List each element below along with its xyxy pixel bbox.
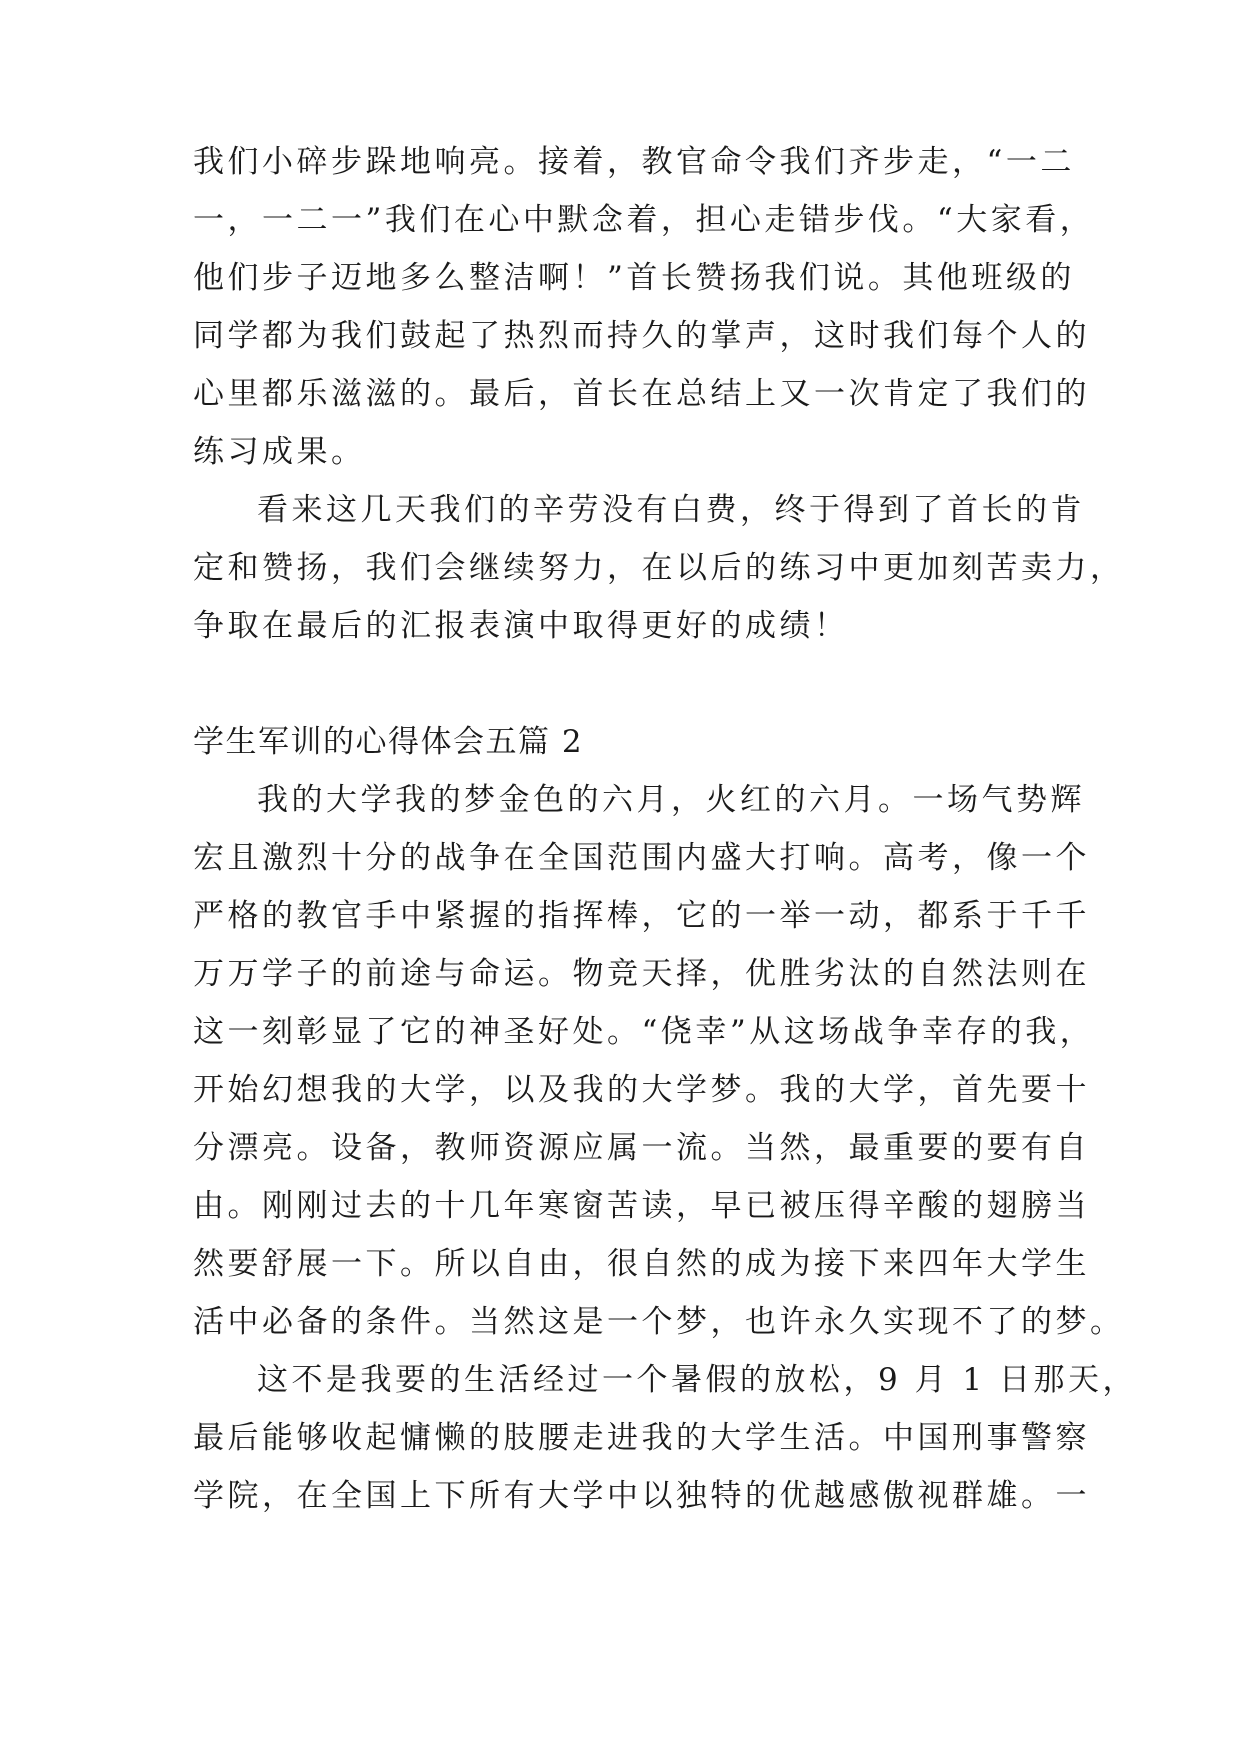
- paragraph-continuation: [193, 133, 1095, 481]
- text-line: 分漂亮。设备，教师资源应属一流。当然，最重要的要有自: [193, 1130, 1090, 1166]
- text-line: 定和赞扬，我们会继续努力，在以后的练习中更加刻苦卖力，: [193, 550, 1125, 586]
- text-line: 严格的教官手中紧握的指挥棒，它的一举一动，都系于千千: [193, 898, 1090, 934]
- text-line: 心里都乐滋滋的。最后，首长在总结上又一次肯定了我们的: [193, 376, 1090, 412]
- text-line: 开始幻想我的大学，以及我的大学梦。我的大学，首先要十: [193, 1072, 1090, 1108]
- text-line: 看来这几天我们的辛劳没有白费，终于得到了首长的肯: [257, 492, 1085, 528]
- text-line: 最后能够收起慵懒的肢腰走进我的大学生活。中国刑事警察: [193, 1420, 1090, 1456]
- text-line: 万万学子的前途与命运。物竞天择，优胜劣汰的自然法则在: [193, 956, 1090, 992]
- text-line: 我们小碎步跺地响亮。接着，教官命令我们齐步走，“一二: [193, 144, 1075, 180]
- text-line: 同学都为我们鼓起了热烈而持久的掌声，这时我们每个人的: [193, 318, 1090, 354]
- text-line: 学院，在全国上下所有大学中以独特的优越感傲视群雄。一: [193, 1478, 1090, 1514]
- text-line: 他们步子迈地多么整洁啊！”首长赞扬我们说。其他班级的: [193, 260, 1075, 296]
- paragraph-conclusion: [193, 481, 1125, 655]
- text-line: 宏且激烈十分的战争在全国范围内盛大打响。高考，像一个: [193, 840, 1090, 876]
- text-line: 这一刻彰显了它的神圣好处。“侥幸”从这场战争幸存的我，: [193, 1014, 1095, 1050]
- text-line: 一，一二一”我们在心中默念着，担心走错步伐。“大家看，: [193, 202, 1095, 238]
- section-title: 学生军训的心得体会五篇 2: [193, 724, 584, 760]
- text-line: 练习成果。: [193, 434, 366, 470]
- paragraph-not-my-life: [193, 1351, 1138, 1525]
- text-line: 我的大学我的梦金色的六月，火红的六月。一场气势辉: [257, 782, 1085, 818]
- text-line: 由。刚刚过去的十几年寒窗苦读，早已被压得辛酸的翅膀当: [193, 1188, 1090, 1224]
- text-line: 争取在最后的汇报表演中取得更好的成绩！: [193, 608, 849, 644]
- text-line: 然要舒展一下。所以自由，很自然的成为接下来四年大学生: [193, 1246, 1090, 1282]
- text-line: 这不是我要的生活经过一个暑假的放松，9 月 1 日那天，: [257, 1362, 1138, 1398]
- paragraph-my-university: [193, 771, 1125, 1351]
- text-line: 活中必备的条件。当然这是一个梦，也许永久实现不了的梦。: [193, 1304, 1125, 1340]
